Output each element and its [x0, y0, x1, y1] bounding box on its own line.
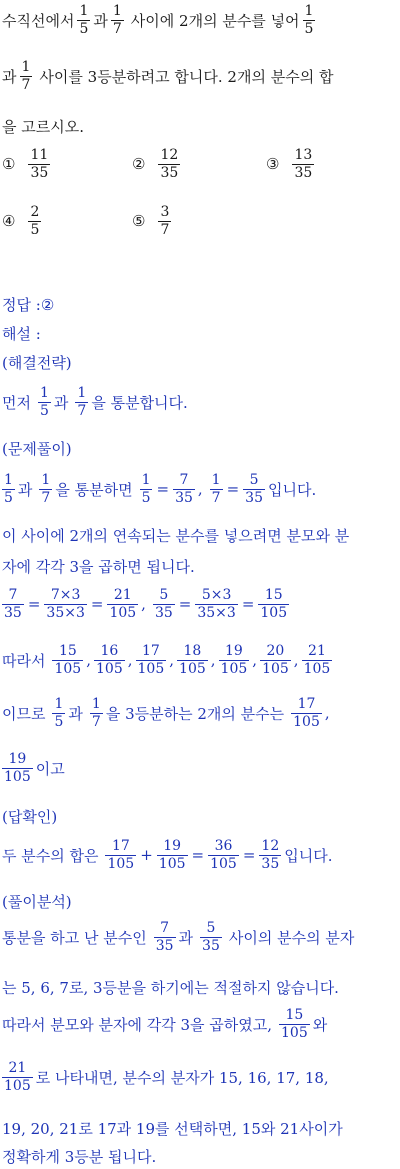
heading-text: (해결전략)	[2, 354, 72, 372]
fraction: $\frac{1}{5}$	[304, 3, 314, 37]
equals-sign: =	[90, 595, 104, 614]
question-text: 과	[2, 67, 17, 86]
analysis-line-2	[2, 977, 339, 998]
solution-text: 정확하게 3등분 됩니다.	[2, 1148, 157, 1166]
fraction: $\frac{19}{105}$	[220, 643, 248, 677]
comma: ,	[86, 651, 91, 670]
fraction: $\frac{21}{105}$	[303, 643, 331, 677]
equals-sign: =	[242, 846, 256, 865]
fraction: $\frac{17}{105}$	[107, 838, 135, 872]
solution-text: 따라서 분모와 분자에 각각 3을 곱하였고,	[2, 1015, 272, 1034]
solution-text: 을 통분하면	[55, 480, 133, 499]
question-line-2	[2, 60, 333, 92]
heading-text: (문제풀이)	[2, 440, 72, 458]
question-text: 과	[93, 11, 108, 30]
fraction: $\frac{17}{105}$	[137, 643, 165, 677]
comma: ,	[252, 651, 258, 670]
question-line-3	[2, 116, 84, 137]
problem-line-2	[2, 525, 349, 546]
answer-mark: ②	[40, 295, 55, 314]
check-line	[2, 839, 333, 871]
question-text: 사이에 2개의 분수를 넣어	[130, 11, 300, 30]
fraction: $\frac{17}{105}$	[293, 696, 320, 730]
fraction: $\frac{1}{7}$	[41, 472, 51, 506]
fraction: $\frac{5\times 3}{35\times 3}$	[197, 587, 236, 621]
fraction: $\frac{15}{105}$	[260, 587, 288, 621]
solution-text: 19, 20, 21로 17과 19를 선택하면, 15와 21사이가	[2, 1120, 343, 1138]
problem-line-3	[2, 556, 195, 577]
analysis-line-4	[2, 1061, 329, 1093]
analysis-line-5	[2, 1118, 343, 1139]
fraction: $\frac{15}{105}$	[281, 1007, 308, 1041]
analysis-line-6	[2, 1146, 156, 1167]
plus-sign: +	[140, 846, 153, 865]
option-3[interactable]	[266, 148, 317, 180]
fraction: $\frac{5}{35}$	[202, 920, 220, 954]
solution-text: 로 나타내면, 분수의 분자가 15, 16, 17, 18,	[35, 1068, 329, 1087]
fraction: $\frac{19}{105}$	[158, 838, 186, 872]
solution-text: 이고	[35, 759, 65, 778]
fraction: $\frac{1}{7}$	[91, 696, 101, 730]
problem-line-1	[2, 473, 316, 505]
solution-text: 먼저	[2, 393, 31, 412]
fraction: $\frac{36}{105}$	[210, 838, 237, 872]
solution-text: 과	[17, 480, 33, 499]
strategy-line	[2, 386, 188, 418]
solution-text: 입니다.	[268, 480, 317, 499]
option-mark: ①	[2, 155, 16, 174]
heading-text: (풀이분석)	[2, 893, 72, 911]
fraction: $\frac{1}{5}$	[79, 3, 89, 37]
fraction: $\frac{12}{35}$	[160, 147, 179, 181]
fraction: $\frac{7}{35}$	[175, 472, 193, 506]
analysis-heading	[2, 891, 72, 912]
solution-text: 을 통분합니다.	[91, 393, 188, 412]
comma: ,	[127, 651, 133, 670]
fraction: $\frac{18}{105}$	[179, 643, 206, 677]
comma: ,	[197, 480, 203, 499]
option-5[interactable]	[132, 205, 174, 237]
comma: ,	[324, 704, 330, 723]
equation-line	[2, 588, 292, 620]
conclusion-line-1	[2, 697, 330, 729]
fraction: $\frac{2}{5}$	[30, 204, 40, 238]
fraction: $\frac{7}{35}$	[155, 920, 174, 954]
fraction: $\frac{20}{105}$	[262, 643, 289, 677]
fraction: $\frac{1}{7}$	[211, 472, 221, 506]
solution-text: 이 사이에 2개의 연속되는 분수를 넣으려면 분모와 분	[2, 527, 350, 545]
equals-sign: =	[226, 480, 240, 499]
strategy-heading	[2, 352, 72, 373]
fraction: $\frac{15}{105}$	[54, 643, 82, 677]
fraction: $\frac{12}{35}$	[261, 838, 280, 872]
solution-text: 는 5, 6, 7로, 3등분을 하기에는 적절하지 않습니다.	[2, 979, 339, 997]
check-heading	[2, 806, 57, 827]
question-text: 사이를 3등분하려고 합니다. 2개의 분수의 합	[39, 67, 334, 86]
solution-text: 통분을 하고 난 분수인	[2, 928, 147, 947]
solution-text: 자에 각각 3을 곱하면 됩니다.	[2, 558, 195, 576]
comma: ,	[141, 595, 146, 614]
fraction: $\frac{16}{105}$	[96, 643, 123, 677]
comma: ,	[169, 651, 175, 670]
question-line-1	[2, 4, 318, 36]
fraction: $\frac{13}{35}$	[294, 147, 313, 181]
option-1[interactable]	[2, 148, 53, 180]
solution-text: 따라서	[2, 651, 46, 670]
fraction: $\frac{1}{7}$	[112, 3, 122, 37]
explain-text: 해설 :	[2, 325, 41, 343]
answer-label: 정답 :	[2, 296, 41, 314]
option-2[interactable]	[132, 148, 183, 180]
equals-sign: =	[156, 480, 170, 499]
solution-text: 을 3등분하는 2개의 분수는	[105, 704, 285, 723]
analysis-line-3	[2, 1008, 327, 1040]
sequence-line	[2, 644, 335, 676]
equals-sign: =	[241, 595, 255, 614]
fraction: $\frac{21}{105}$	[109, 587, 137, 621]
question-text: 수직선에서	[2, 11, 75, 30]
fraction: $\frac{1}{5}$	[54, 696, 64, 730]
solution-text: 과	[68, 704, 83, 723]
answer-line	[2, 294, 54, 315]
fraction: $\frac{1}{7}$	[21, 59, 31, 93]
option-mark: ③	[266, 155, 280, 174]
comma: ,	[293, 651, 299, 670]
option-mark: ④	[2, 212, 16, 231]
explain-label	[2, 323, 41, 344]
equals-sign: =	[178, 595, 192, 614]
fraction: $\frac{21}{105}$	[4, 1060, 31, 1094]
fraction: $\frac{1}{7}$	[77, 385, 87, 419]
comma: ,	[210, 651, 216, 670]
analysis-line-1	[2, 921, 354, 953]
fraction: $\frac{5}{35}$	[154, 587, 173, 621]
fraction: $\frac{3}{7}$	[160, 204, 170, 238]
solution-text: 과	[178, 928, 194, 947]
solution-text: 과	[53, 393, 69, 412]
fraction: $\frac{7\times 3}{35\times 3}$	[46, 587, 85, 621]
solution-text: 입니다.	[284, 846, 333, 865]
fraction: $\frac{1}{5}$	[4, 472, 13, 506]
fraction: $\frac{1}{5}$	[141, 472, 151, 506]
option-mark: ⑤	[132, 212, 146, 231]
fraction: $\frac{5}{35}$	[245, 472, 263, 506]
problem-heading	[2, 438, 72, 459]
question-text: 을 고르시오.	[2, 118, 84, 136]
heading-text: (답확인)	[2, 808, 58, 826]
equals-sign: =	[191, 846, 205, 865]
option-mark: ②	[132, 155, 146, 174]
fraction: $\frac{19}{105}$	[4, 751, 31, 785]
option-4[interactable]	[2, 205, 44, 237]
equals-sign: =	[27, 595, 41, 614]
solution-text: 이므로	[2, 704, 46, 723]
fraction: $\frac{7}{35}$	[4, 587, 22, 621]
fraction: $\frac{1}{5}$	[39, 385, 49, 419]
solution-text: 와	[312, 1015, 328, 1034]
conclusion-line-2	[2, 752, 65, 784]
solution-text: 두 분수의 합은	[2, 846, 99, 865]
solution-text: 사이의 분수의 분자	[228, 928, 355, 947]
fraction: $\frac{11}{35}$	[30, 147, 49, 181]
